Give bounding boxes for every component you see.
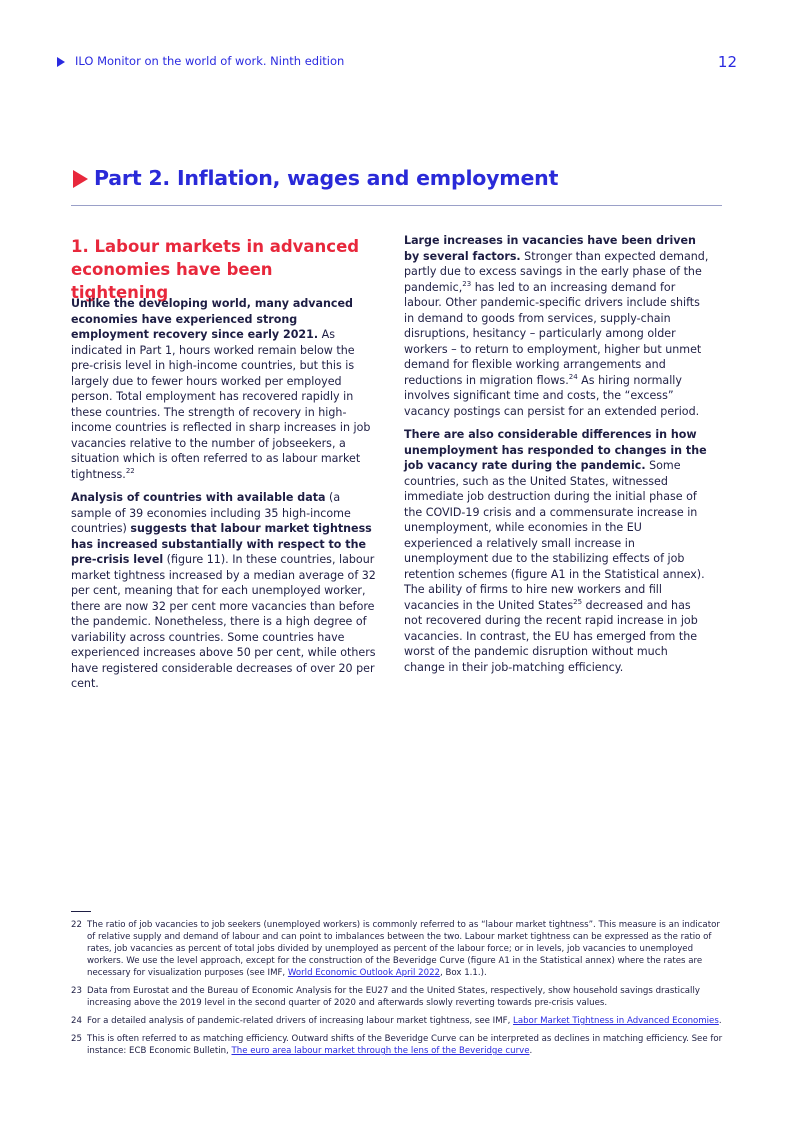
header-triangle-icon bbox=[57, 57, 65, 67]
lead-sentence: There are also considerable differences in how unemployment has responded to changes in the job vacancy rate during the pandemic. bbox=[404, 428, 707, 472]
footnote-body: Data from Eurostat and the Bureau of Economic Analysis for the EU27 and the United States, respectively, show household savings drastically increasing above the 2019 level in the second quarter of 2020 and afterwards slowly reverting towards pre-crisis values. bbox=[87, 986, 700, 1008]
lead-sentence: Unlike the developing world, many advanced economies have experienced strong employment recovery since early 2021. bbox=[71, 297, 353, 341]
footnote-divider bbox=[71, 911, 91, 912]
paragraph bbox=[404, 427, 710, 675]
footnote-number: 25 bbox=[71, 1034, 82, 1044]
footnote-text bbox=[87, 985, 723, 1009]
footnote bbox=[71, 919, 723, 979]
footnote-text bbox=[87, 919, 723, 979]
lead-sentence: Analysis of countries with available data bbox=[71, 491, 326, 504]
paragraph-text: Some countries, such as the United States, witnessed immediate job destruction during the initial phase of the COVID-19 crisis and a commensurate increase in unemployment, while economies in the EU experienced a relatively small increase in unemployment due to the stabilizing effects of job retention schemes (figure A1 in the Statistical annex). The ability of firms to hire new workers and fill vacancies in the United States bbox=[404, 459, 705, 612]
footnote-link[interactable]: World Economic Outlook April 2022 bbox=[287, 968, 441, 978]
footnote bbox=[71, 1015, 723, 1027]
footnote-link[interactable]: The euro area labour market through the lens of the Beveridge curve bbox=[231, 1046, 530, 1056]
footnote-link[interactable]: Labor Market Tightness in Advanced Economies bbox=[513, 1016, 719, 1026]
paragraph-text: decreased and has not recovered during the recent rapid increase in job vacancies. In contrast, the EU has emerged from the worst of the pandemic disruption without much change in their job-matching efficiency. bbox=[404, 598, 698, 674]
part-triangle-icon bbox=[73, 170, 88, 188]
footnote-body: . bbox=[718, 1016, 722, 1026]
footnote-number: 23 bbox=[71, 986, 82, 996]
paragraph-text: As hiring normally involves significant time and costs, the “excess” vacancy postings can persist for an extended period. bbox=[404, 373, 700, 418]
paragraph-text: (a sample of 39 economies including 35 high-income countries) bbox=[71, 491, 351, 535]
footnotes bbox=[71, 919, 723, 1063]
footnote-ref[interactable]: 22 bbox=[125, 466, 135, 475]
footnote bbox=[71, 985, 723, 1009]
paragraph-text: (figure 11). In these countries, labour market tightness increased by a median average of 32 per cent, meaning that for each unemployed worker, there are now 32 per cent more vacancies than before the pandemic. Nonetheless, there is a high degree of variability across countries. Some countries have experienced increases above 50 per cent, while others have registered considerable decreases of over 20 per cent. bbox=[71, 553, 376, 690]
paragraph bbox=[71, 490, 377, 692]
footnote-ref[interactable]: 25 bbox=[573, 597, 583, 606]
paragraph bbox=[71, 296, 377, 482]
page-number: 12 bbox=[717, 53, 737, 71]
emphasis-text: suggests that labour market tightness has increased substantially with respect to the pre-crisis level bbox=[71, 522, 372, 566]
footnote-text bbox=[87, 1015, 723, 1027]
footnote-body: For a detailed analysis of pandemic-related drivers of increasing labour market tightness, see IMF, bbox=[87, 1016, 514, 1026]
paragraph-text: has led to an increasing demand for labour. Other pandemic-specific drivers include shifts in demand to goods from services, supply-chain disruptions, hesitancy – particularly among older workers – to return to employment, higher but unmet demand for flexible working arrangements and reductions in migration flows. bbox=[404, 280, 702, 387]
part-heading: Part 2. Inflation, wages and employment bbox=[94, 166, 559, 190]
footnote bbox=[71, 1033, 723, 1057]
right-column bbox=[404, 233, 710, 683]
paragraph bbox=[404, 233, 710, 419]
footnote-ref[interactable]: 23 bbox=[462, 279, 472, 288]
paragraph-text: Stronger than expected demand, partly due to excess savings in the early phase of the pandemic, bbox=[404, 249, 709, 294]
paragraph-text: As indicated in Part 1, hours worked remain below the pre-crisis level in high-income countries, but this is largely due to fewer hours worked per employed person. Total employment has recovered rapidly in these countries. The strength of recovery in high-income countries is reflected in sharp increases in job vacancies relative to the number of jobseekers, a situation which is often referred to as labour market tightness. bbox=[71, 328, 371, 481]
footnote-body: , Box 1.1.). bbox=[440, 968, 487, 978]
footnote-body: . bbox=[529, 1046, 533, 1056]
footnote-body: This is often referred to as matching efficiency. Outward shifts of the Beveridge Curve can be interpreted as declines in matching efficiency. See for instance: ECB Economic Bulletin, bbox=[87, 1034, 723, 1056]
section-heading: 1. Labour markets in advanced economies have been tightening bbox=[71, 237, 360, 302]
publication-title: ILO Monitor on the world of work. Ninth edition bbox=[75, 54, 345, 68]
heading-divider bbox=[71, 205, 722, 206]
lead-sentence: Large increases in vacancies have been driven by several factors. bbox=[404, 234, 696, 263]
footnote-number: 24 bbox=[71, 1016, 82, 1026]
footnote-ref[interactable]: 24 bbox=[568, 372, 578, 381]
footnote-body: The ratio of job vacancies to job seekers (unemployed workers) is commonly referred to as “labour market tightness”. This measure is an indicator of relative supply and demand of labour and can point to imbalances between the two. Labour market tightness can be expressed as the ratio of rates, job vacancies as percent of total jobs divided by unemployed as percent of the labour force; or in levels, job vacancies to unemployed workers. We use the level approach, except for the construction of the Beveridge Curve (figure A1 in the Statistical annex) where the rates are necessary for visualization purposes (see IMF, bbox=[87, 920, 720, 978]
left-column bbox=[71, 296, 377, 700]
footnote-number: 22 bbox=[71, 920, 82, 930]
footnote-text bbox=[87, 1033, 723, 1057]
